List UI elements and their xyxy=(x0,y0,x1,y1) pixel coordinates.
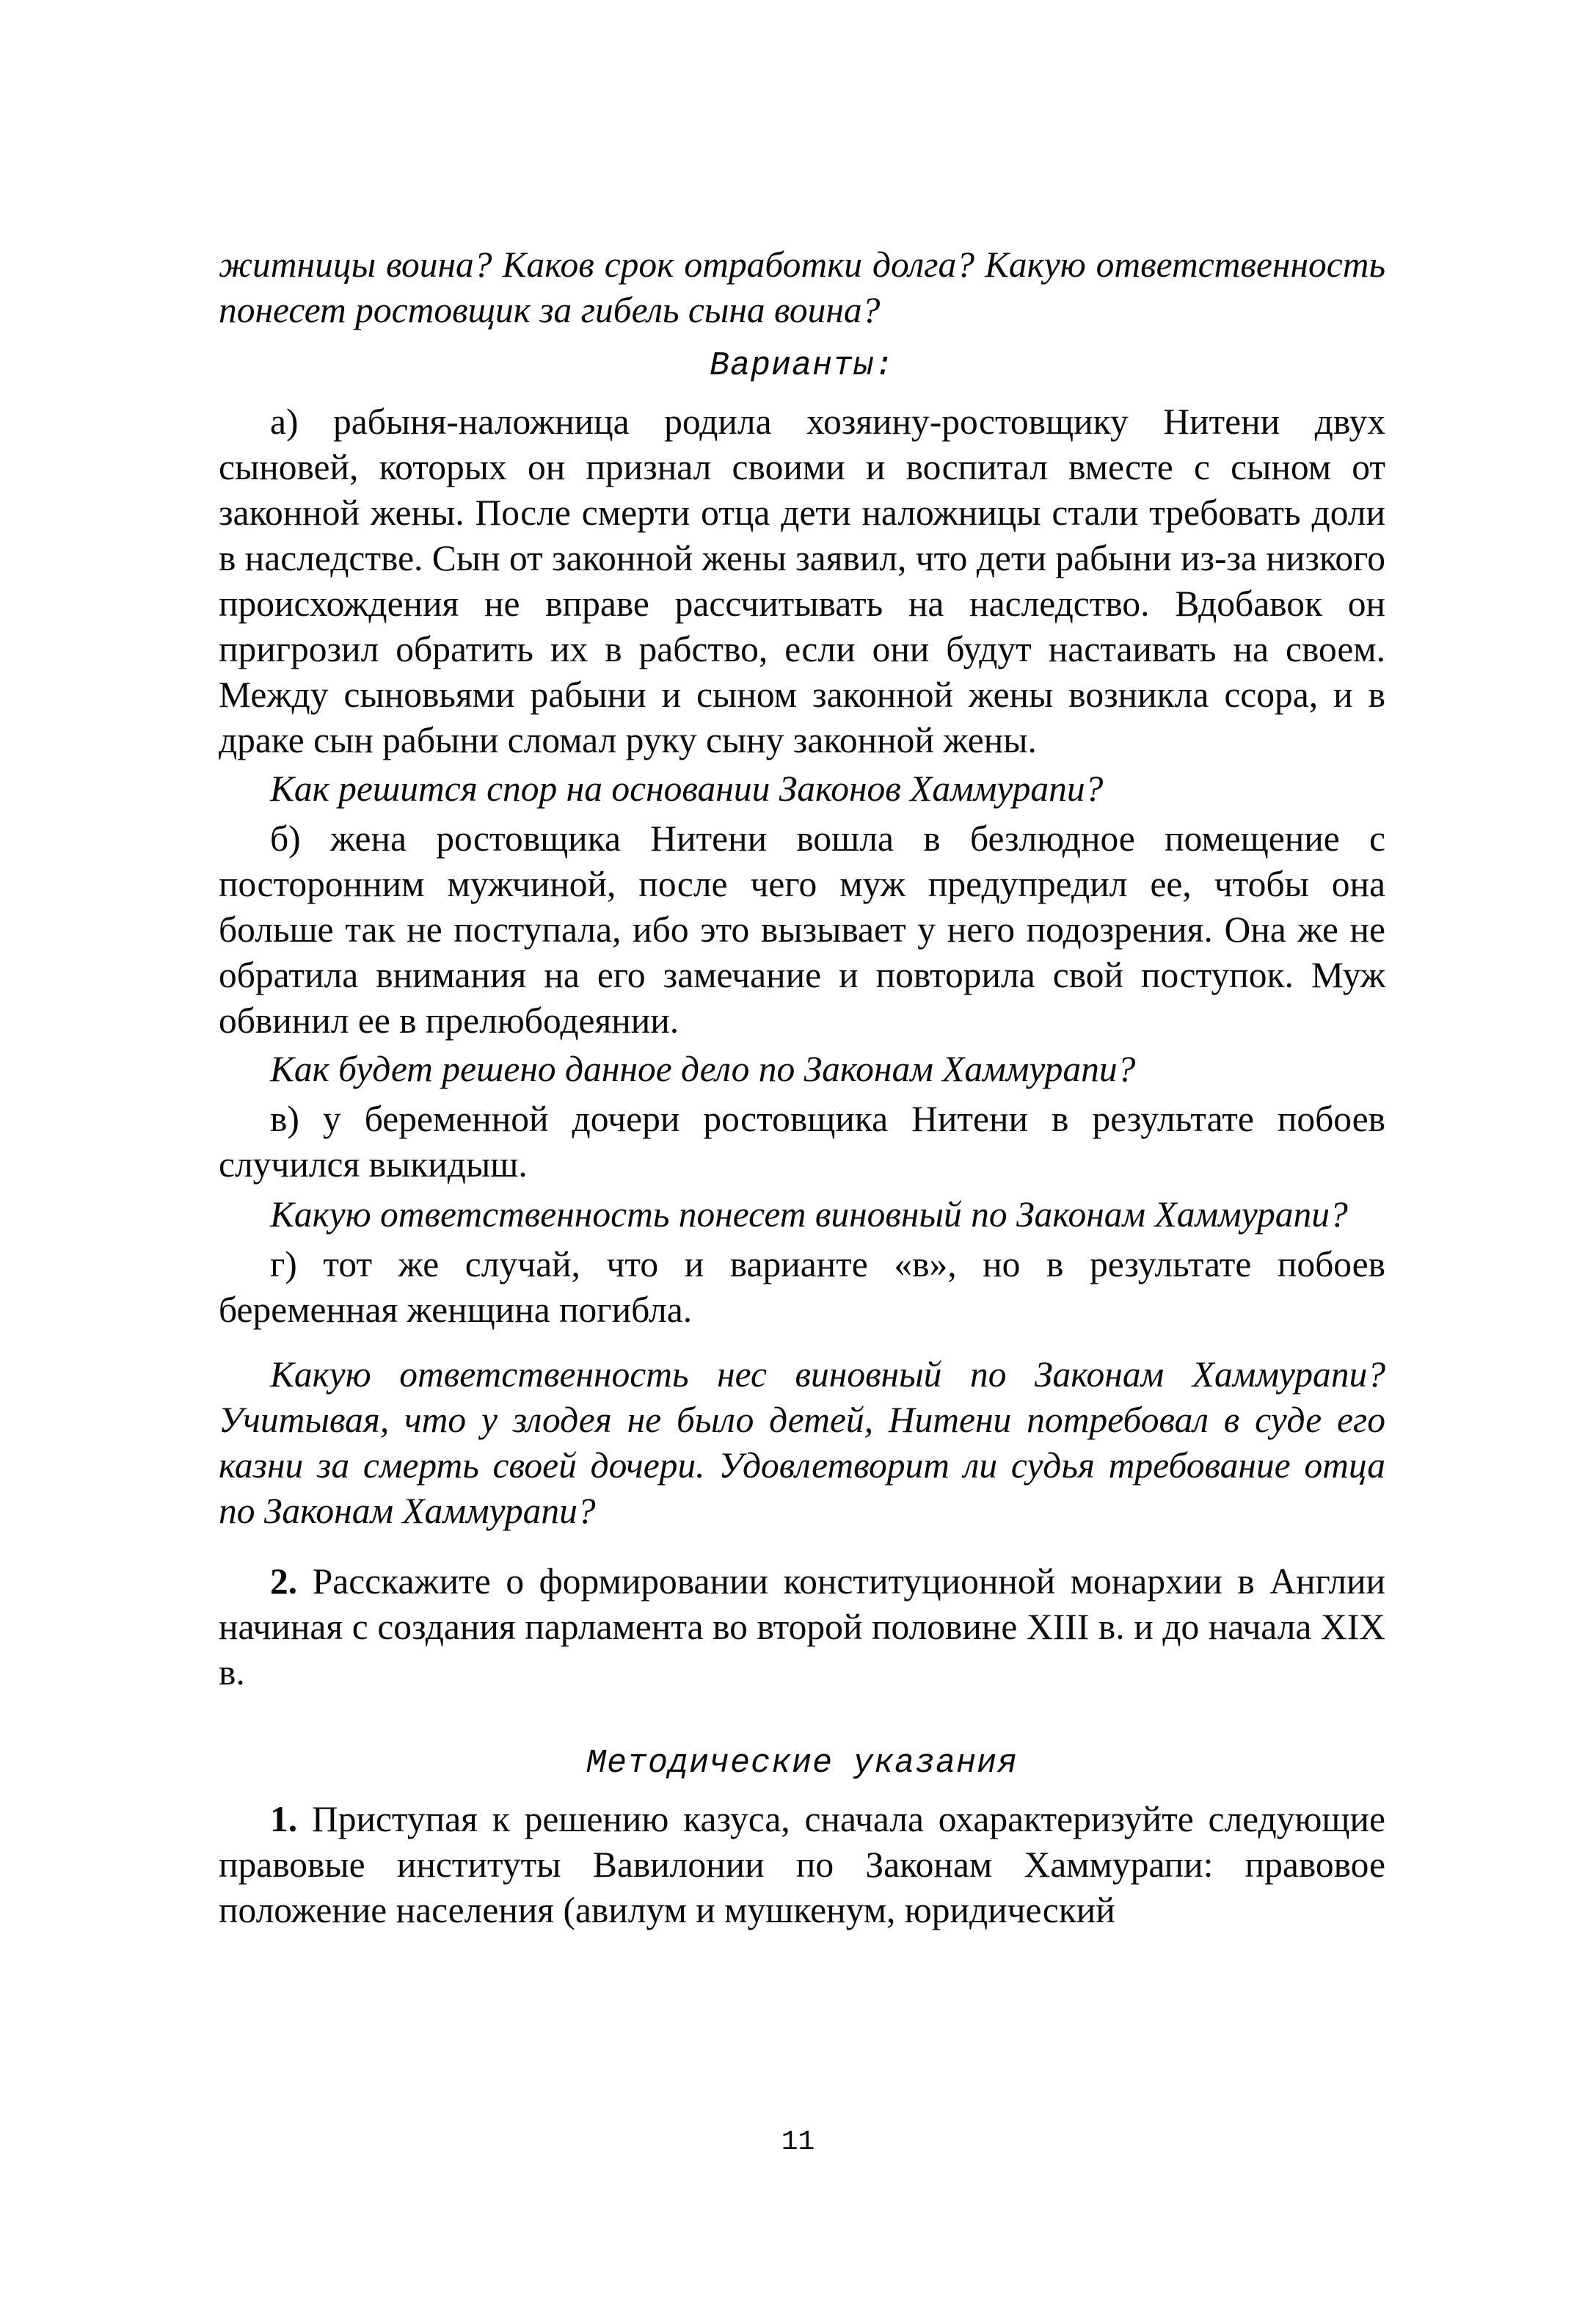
variants-heading: Варианты: xyxy=(709,347,895,385)
case-a-question: Как решится спор на основании Законов Хаммурапи? xyxy=(270,768,1104,809)
task-2-paragraph xyxy=(219,1559,1385,1695)
page-body xyxy=(219,242,1385,1933)
task-2-number: 2. xyxy=(270,1561,298,1602)
case-a-text: а) рабыня-наложница родила хозяину-ростовщику Нитени двух сыновей, которых он признал своими и воспитал вместе с сыном от законной жены. После смерти отца дети наложницы стали требовать доли в наследстве. Сын от законной жены заявил, что дети рабыни из-за низкого происхождения не вправе рассчитывать на наследство. Вдобавок он пригрозил обратить их в рабство, если они будут настаивать на своем. Между сыновьями рабыни и сыном законной жены возникла ссора, и в драке сын рабыни сломал руку сыну законной жены. xyxy=(219,401,1385,760)
case-b-question: Как будет решено данное дело по Законам Хаммурапи? xyxy=(270,1049,1136,1089)
case-g-question: Какую ответственность нес виновный по Законам Хаммурапи? Учитывая, что у злодея не было детей, Нитени потребовал в суде его казни за смерть своей дочери. Удовлетворит ли судья требование отца по Законам Хаммурапи? xyxy=(219,1354,1385,1531)
method-1-paragraph xyxy=(219,1797,1385,1933)
case-v-text: в) у беременной дочери ростовщика Нитени в результате побоев случился выкидыш. xyxy=(219,1099,1385,1185)
method-1-number: 1. xyxy=(270,1799,298,1839)
method-1-text: Приступая к решению казуса, сначала охарактеризуйте следующие правовые институты Вавилонии по Законам Хаммурапи: правовое положение населения (авилум и мушкенум, юридический xyxy=(219,1799,1385,1930)
intro-question: житницы воина? Каков срок отработки долга? Какую ответственность понесет ростовщик за гибель сына воина? xyxy=(219,244,1385,330)
page-number: 11 xyxy=(781,2126,815,2158)
task-2-text: Расскажите о формировании конституционной монархии в Англии начиная с создания парламента во второй половине XIII в. и до начала XIX в. xyxy=(219,1561,1385,1693)
methodical-heading: Методические указания xyxy=(586,1745,1019,1782)
case-v-question: Какую ответственность понесет виновный по Законам Хаммурапи? xyxy=(270,1194,1348,1235)
case-g-text: г) тот же случай, что и варианте «в», но в результате побоев беременная женщина погибла. xyxy=(219,1244,1385,1330)
case-b-text: б) жена ростовщика Нитени вошла в безлюдное помещение с посторонним мужчиной, после чего муж предупредил ее, чтобы она больше так не поступала, ибо это вызывает у него подозрения. Она же не обратила внимания на его замечание и повторила свой поступок. Муж обвинил ее в прелюбодеянии. xyxy=(219,818,1385,1041)
